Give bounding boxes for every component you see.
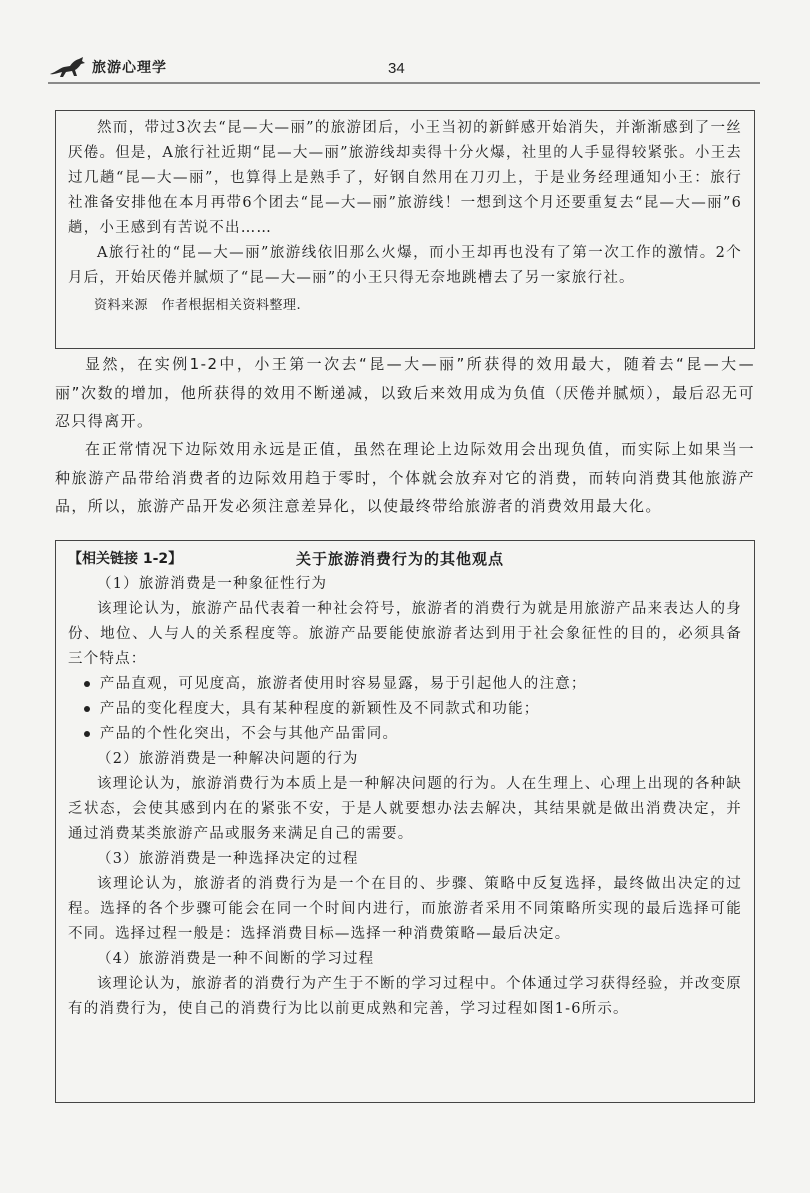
page-number: 34: [388, 60, 405, 77]
related-link-title: 关于旅游消费行为的其他观点: [296, 549, 505, 568]
bullet-item: [68, 697, 742, 722]
section-2-title: （2）旅游消费是一种解决问题的行为: [97, 751, 359, 767]
case-paragraph-2: A旅行社的“昆—大—丽”旅游线依旧那么火爆，而小王却再也没有了第一次工作的激情。2个月后，开始厌倦并腻烦了“昆—大—丽”的小王只得无奈地跳槽去了另一家旅行社。: [68, 245, 742, 286]
related-link-box: [55, 540, 755, 1103]
bullet-dot-icon: [84, 731, 90, 737]
section-2-paragraph: 该理论认为，旅游消费行为本质上是一种解决问题的行为。人在生理上、心理上出现的各种缺乏状态，会使其感到内在的紧张不安，于是人就要想办法去解决，其结果就是做出消费决定，并通过消费某类旅游产品或服务来满足自己的需要。: [68, 776, 742, 842]
related-link-tag: 【相关链接 1-2】: [68, 551, 183, 567]
bullet-text: 产品的变化程度大，具有某种程度的新颖性及不同款式和功能；: [99, 701, 540, 717]
horse-logo-icon: [48, 54, 88, 80]
bullet-dot-icon: [84, 681, 90, 687]
bullet-item: [68, 722, 742, 747]
bullet-text: 产品直观，可见度高，旅游者使用时容易显露，易于引起他人的注意；: [99, 676, 587, 692]
case-study-box: [55, 110, 755, 349]
header-divider: [48, 82, 760, 84]
section-3-paragraph: 该理论认为，旅游者的消费行为是一个在目的、步骤、策略中反复选择，最终做出决定的过程。选择的各个步骤可能会在同一个时间内进行，而旅游者采用不同策略所实现的最后选择可能不同。选择过程一般是：选择消费目标—选择一种消费策略—最后决定。: [68, 876, 742, 942]
body-paragraph-2: 在正常情况下边际效用永远是正值，虽然在理论上边际效用会出现负值，而实际上如果当一种旅游产品带给消费者的边际效用趋于零时，个体就会放弃对它的消费，而转向消费其他旅游产品，所以，旅游产品开发必须注意差异化，以使最终带给旅游者的消费效用最大化。: [55, 440, 755, 515]
bullet-text: 产品的个性化突出，不会与其他产品雷同。: [99, 726, 399, 742]
related-link-header: [68, 546, 742, 570]
section-4-title: （4）旅游消费是一种不间断的学习过程: [97, 951, 375, 967]
body-section-1: [55, 350, 755, 436]
book-title: 旅游心理学: [92, 60, 167, 76]
section-3-title: （3）旅游消费是一种选择决定的过程: [97, 851, 359, 867]
page-header: [48, 48, 760, 84]
header-logo: [48, 54, 167, 80]
body-paragraph-1: 显然，在实例1-2中，小王第一次去“昆—大—丽”所获得的效用最大，随着去“昆—大—丽”次数的增加，他所获得的效用不断递减，以致后来效用成为负值（厌倦并腻烦），最后忍无可忍只得离开。: [55, 355, 755, 430]
case-source: 资料来源 作者根据相关资料整理.: [94, 298, 302, 313]
bullet-dot-icon: [84, 706, 90, 712]
body-section-2: [55, 435, 755, 521]
bullet-item: [68, 672, 742, 697]
section-1-title: （1）旅游消费是一种象征性行为: [97, 576, 328, 592]
section-1-paragraph: 该理论认为，旅游产品代表着一种社会符号，旅游者的消费行为就是用旅游产品来表达人的身份、地位、人与人的关系程度等。旅游产品要能使旅游者达到用于社会象征性的目的，必须具备三个特点：: [68, 601, 742, 667]
section-4-paragraph: 该理论认为，旅游者的消费行为产生于不断的学习过程中。个体通过学习获得经验，并改变原有的消费行为，使自己的消费行为比以前更成熟和完善，学习过程如图1-6所示。: [68, 976, 742, 1017]
case-paragraph-1: 然而，带过3次去“昆—大—丽”的旅游团后，小王当初的新鲜感开始消失，并渐渐感到了一丝厌倦。但是，A旅行社近期“昆—大—丽”旅游线却卖得十分火爆，社里的人手显得较紧张。小王去过几趟“昆—大—丽”，也算得上是熟手了，好钢自然用在刀刃上，于是业务经理通知小王：旅行社准备安排他在本月再带6个团去“昆—大—丽”旅游线！一想到这个月还要重复去“昆—大—丽”6趟，小王感到有苦说不出……: [68, 120, 742, 236]
